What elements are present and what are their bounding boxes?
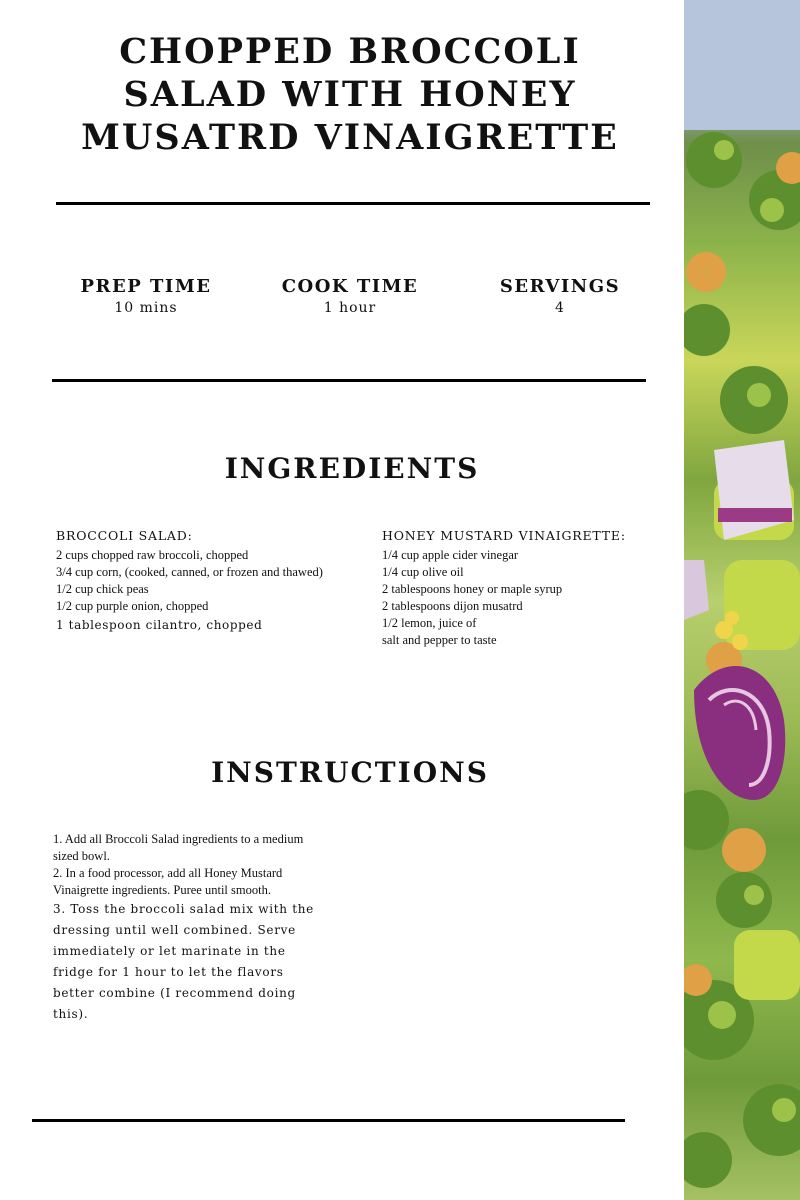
dressing-heading: HONEY MUSTARD VINAIGRETTE: xyxy=(382,528,626,543)
recipe-title: CHOPPED BROCCOLI SALAD WITH HONEY MUSATRD VINAIGRETTE xyxy=(81,31,619,158)
divider-bottom xyxy=(32,1119,625,1122)
list-item: 2 cups chopped raw broccoli, chopped xyxy=(56,548,249,562)
list-item: 1/4 cup olive oil xyxy=(382,565,464,579)
salad-ingredients xyxy=(56,528,346,635)
instruction-steps xyxy=(53,831,323,1025)
list-item: 2 tablespoons honey or maple syrup xyxy=(382,582,563,596)
dressing-list xyxy=(382,547,662,649)
prep-time-label: PREP TIME xyxy=(80,276,212,297)
servings xyxy=(460,276,660,316)
salad-heading: BROCCOLI SALAD: xyxy=(56,528,193,543)
instruction-step: 1. Add all Broccoli Salad ingredients to a medium sized bowl. xyxy=(53,832,304,863)
instruction-step: 3. Toss the broccoli salad mix with the dressing until well combined. Serve immediately or let marinate in the fridge for 1 hour to let the flavors better combine (I recommend doing this). xyxy=(53,902,314,1021)
list-item: 1/2 cup chick peas xyxy=(56,582,149,596)
ingredients-heading: INGREDIENTS xyxy=(224,452,480,485)
instruction-step: 2. In a food processor, add all Honey Mustard Vinaigrette ingredients. Puree until smooth. xyxy=(53,866,283,897)
instructions-heading: INSTRUCTIONS xyxy=(211,756,489,789)
list-item: 1/2 lemon, juice of xyxy=(382,616,477,630)
servings-value: 4 xyxy=(555,300,565,316)
cook-time xyxy=(250,276,450,316)
salad-list xyxy=(56,547,346,635)
prep-time xyxy=(46,276,246,316)
list-item: salt and pepper to taste xyxy=(382,633,497,647)
list-item: 1/2 cup purple onion, chopped xyxy=(56,599,209,613)
list-item: 3/4 cup corn, (cooked, canned, or frozen and thawed) xyxy=(56,565,323,579)
divider-middle xyxy=(52,379,646,382)
list-item: 2 tablespoons dijon musatrd xyxy=(382,599,523,613)
servings-label: SERVINGS xyxy=(499,276,621,297)
cook-time-label: COOK TIME xyxy=(281,276,419,297)
divider-top xyxy=(56,202,650,205)
list-item: 1/4 cup apple cider vinegar xyxy=(382,548,519,562)
dressing-ingredients xyxy=(382,528,662,649)
list-item: 1 tablespoon cilantro, chopped xyxy=(56,618,263,632)
salad-photo xyxy=(684,0,800,1200)
bowl-rim xyxy=(684,0,800,130)
prep-time-value: 10 mins xyxy=(114,300,178,316)
cook-time-value: 1 hour xyxy=(323,300,377,316)
